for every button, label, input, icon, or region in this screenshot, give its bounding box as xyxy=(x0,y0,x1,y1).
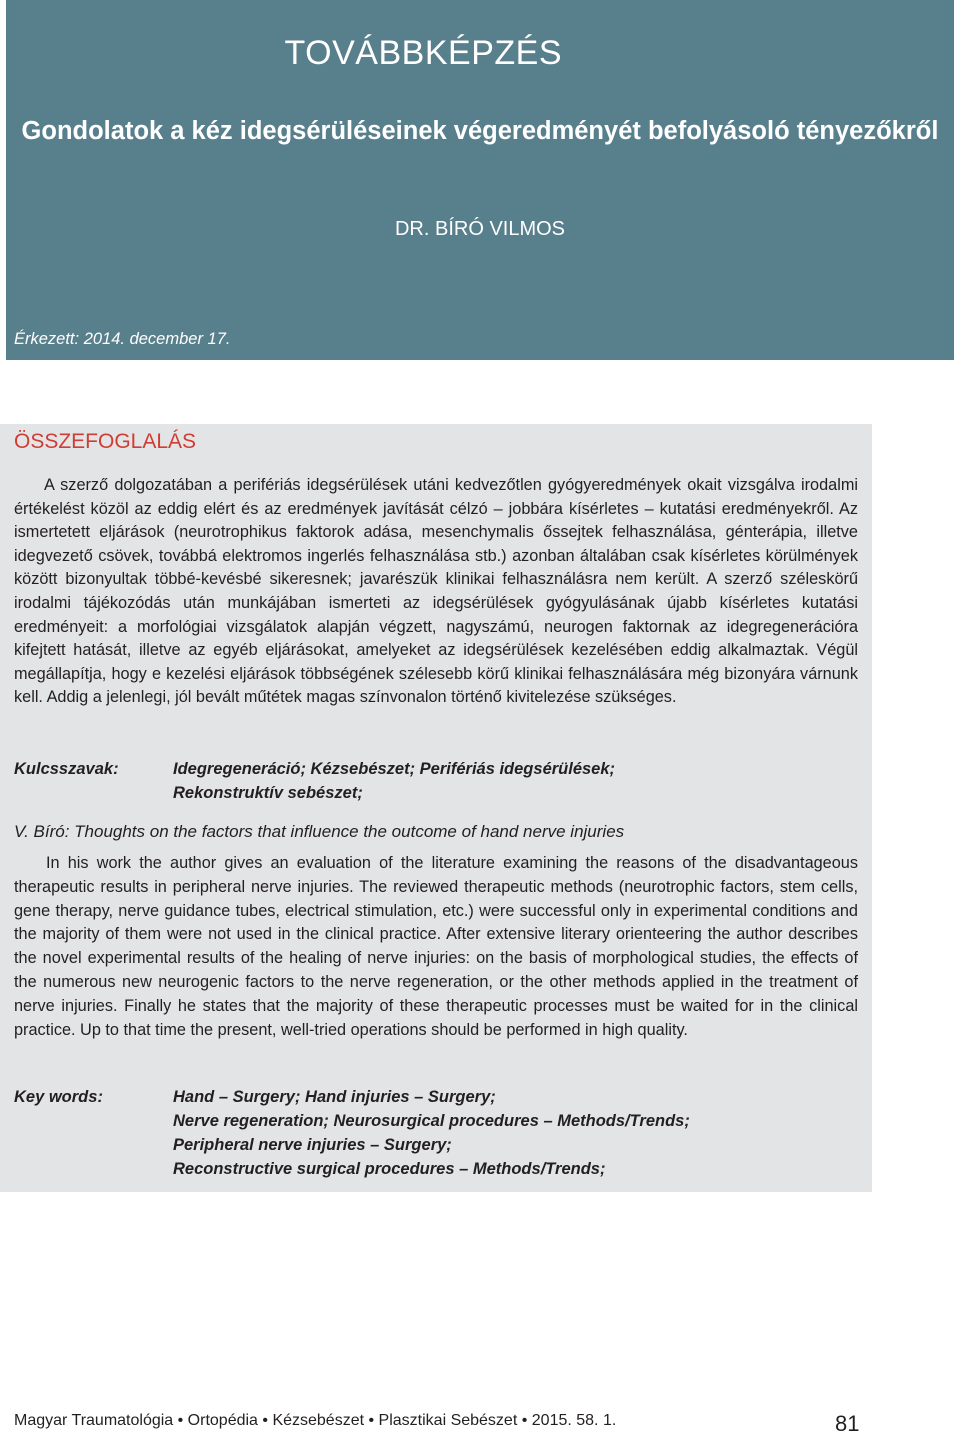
keyword-line: Peripheral nerve injuries – Surgery; xyxy=(173,1136,452,1154)
keywords-list-en xyxy=(173,1085,690,1181)
keyword-line: Hand – Surgery; Hand injuries – Surgery; xyxy=(173,1088,496,1106)
abstract-box xyxy=(0,424,872,1192)
summary-heading: ÖSSZEFOGLALÁS xyxy=(14,430,197,453)
article-header xyxy=(6,0,954,360)
keyword-line: Nerve regeneration; Neurosurgical procedures – Methods/Trends; xyxy=(173,1112,690,1130)
keywords-label-en: Key words: xyxy=(14,1088,103,1106)
keyword-line: Idegregeneráció; Kézsebészet; Perifériás idegsérülések; xyxy=(173,760,616,778)
journal-footer: Magyar Traumatológia • Ortopédia • Kézsebészet • Plasztikai Sebészet • 2015. 58. 1. xyxy=(14,1412,617,1429)
page-number: 81 xyxy=(835,1411,860,1436)
article-title: Gondolatok a kéz idegsérüléseinek végeredményét befolyásoló tényezőkről xyxy=(21,117,939,145)
keyword-line: Rekonstruktív sebészet; xyxy=(173,784,363,802)
keywords-label-hu: Kulcsszavak: xyxy=(14,760,119,778)
author-name: DR. BÍRÓ VILMOS xyxy=(394,218,566,240)
section-label: TOVÁBBKÉPZÉS xyxy=(284,34,562,72)
summary-text-hu: A szerző dolgozatában a perifériás idegsérülések utáni kedvezőtlen gyógyeredmények okait vizsgálva irodalmi értékelést közöl az eddig elért és az eredmények javítását célzó – jobbára kísérletes – kutatási eredményekről. Az ismertetett eljárások (neurotrophikus faktorok adása, mesenchymalis őssejtek felhasználása, génterápia, illetve idegvezető csövek, továbbá elektromos ingerlés felhasználása stb.) azonban általában csak kísérletes körülmények között bizonyultak többé-kevésbé sikeresnek; javarészük klinikai felhasználásra nem került. A szerző széleskörű irodalmi tájékozódás után munkájában ismerteti az idegsérülések gyógyulásának újabb kísérletes kutatási eredményeit: a morfológiai vizsgálatok alapján végzett, nagyszámú, neurogen faktornak az idegregenerációra kifejtett hatását, illetve az egyéb eljárásokat, amelyeket az idegsérülések kezelésében eddig alkalmaztak. Végül megállapítja, hogy e kezelési eljárások többségének szélesebb körű klinikai felhasználására még bizonyára várnunk kell. Addig a jelenlegi, jól bevált műtétek magas színvonalon történő kivitelezése szükséges. xyxy=(14,476,858,707)
summary-text-en: In his work the author gives an evaluation of the literature examining the reasons of the disadvantageous therapeutic results in peripheral nerve injuries. The reviewed therapeutic methods (neurotrophic factors, stem cells, gene therapy, nerve guidance tubes, electrical stimulation, etc.) were successful only in experimental conditions and the majority of them were not used in the clinical practice. After extensive literary orienteering the author describes the novel experimental results of the healing of nerve injuries: on the basis of morphological studies, the effects of the numerous new neurogenic factors to the nerve regeneration, or the other methods applied in the treatment of nerve injuries. Finally he states that the majority of these therapeutic processes must be waited for in the clinical practice. Up to that time the present, well-tried operations should be performed in high quality. xyxy=(14,854,858,1039)
received-date: Érkezett: 2014. december 17. xyxy=(14,330,231,348)
keywords-list-hu xyxy=(173,757,615,805)
english-title: V. Bíró: Thoughts on the factors that influence the outcome of hand nerve injuries xyxy=(14,822,625,841)
keyword-line: Reconstructive surgical procedures – Methods/Trends; xyxy=(173,1160,606,1178)
